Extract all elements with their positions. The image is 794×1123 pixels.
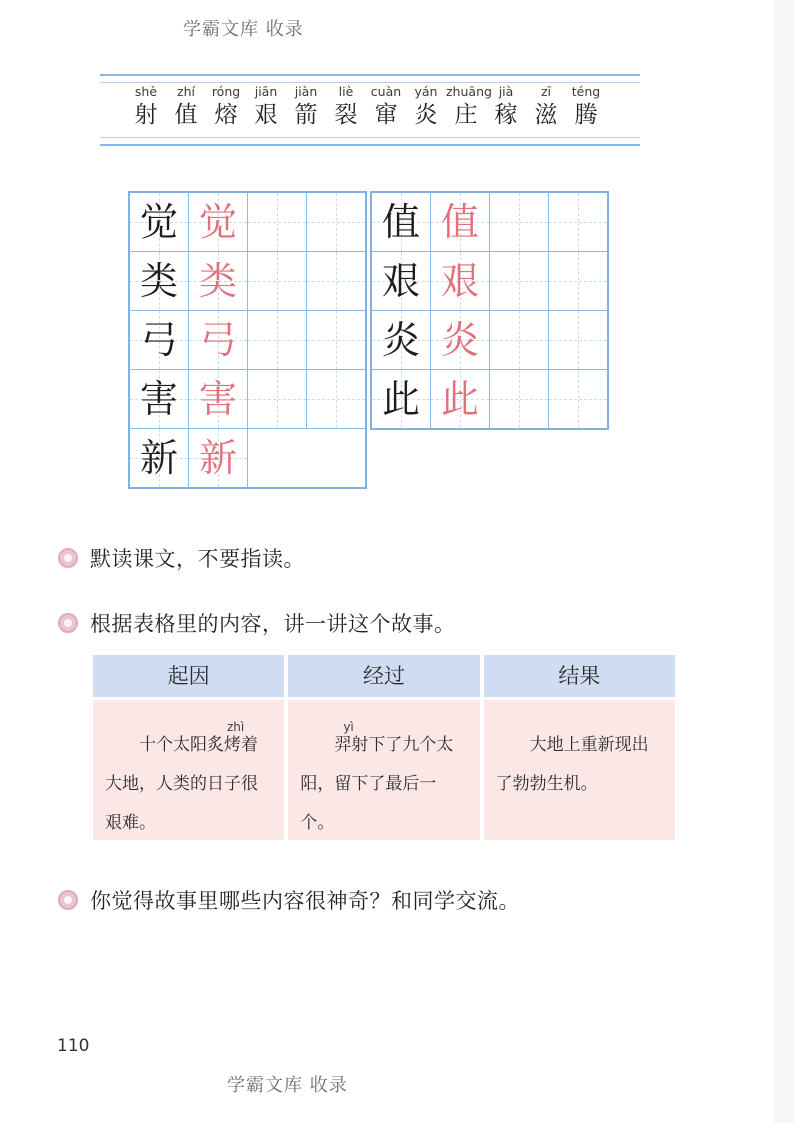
vocab-pinyin: zhuāng (446, 84, 492, 99)
vocab-word (566, 84, 606, 130)
trace-character: 炎 (440, 318, 479, 362)
activity-bullet-icon (58, 890, 78, 910)
grid-cell (307, 370, 367, 429)
vocab-pinyin: liè (338, 84, 354, 99)
grid-row (129, 311, 366, 370)
story-table (93, 655, 675, 840)
grid-cell (431, 370, 490, 430)
activity-text: 根据表格里的内容，讲一讲这个故事。 (90, 612, 456, 636)
story-column-result (484, 655, 675, 840)
grid-guide-line (490, 281, 548, 282)
vocab-word (286, 84, 326, 130)
grid-cell (129, 429, 189, 489)
vocab-hanzi: 稼 (494, 102, 518, 128)
vocab-hanzi: 值 (174, 102, 198, 128)
grid-cell (248, 311, 307, 370)
story-column-cause (93, 655, 284, 840)
story-column-process (288, 655, 479, 840)
grid-guide-line (490, 399, 548, 400)
trace-character: 值 (440, 200, 479, 244)
model-character: 类 (139, 259, 178, 303)
story-header: 起因 (93, 655, 284, 697)
vocab-pinyin: yán (414, 84, 438, 99)
grid-cell (490, 192, 549, 252)
trace-character: 此 (440, 377, 479, 421)
story-cell-text: 羿射下了九个太阳，留下了最后一个。 (300, 735, 454, 833)
grid-guide-line (248, 281, 306, 282)
vocab-pinyin: jiān (254, 84, 278, 99)
grid-cell (129, 192, 189, 252)
grid-cell (490, 370, 549, 430)
model-character: 值 (381, 200, 420, 244)
trace-character: 新 (198, 436, 237, 480)
grid-row (129, 370, 366, 429)
vocab-word (246, 84, 286, 130)
grid-row (371, 192, 608, 252)
trace-character: 害 (198, 377, 237, 421)
watermark-top: 学霸文库 收录 (183, 19, 304, 40)
story-header: 经过 (288, 655, 479, 697)
grid-row (371, 252, 608, 311)
vocab-guide-line (100, 82, 640, 83)
grid-cell (307, 252, 367, 311)
grid-row (129, 429, 366, 489)
pinyin-annotation: zhì (227, 720, 245, 734)
vocab-pinyin: zī (540, 84, 552, 99)
story-cell (484, 700, 675, 840)
grid-cell (248, 252, 307, 311)
vocab-hanzi: 滋 (534, 102, 558, 128)
grid-guide-line (307, 340, 365, 341)
model-character: 觉 (139, 200, 178, 244)
grid-cell (248, 192, 307, 252)
grid-cell (129, 370, 189, 429)
vocab-hanzi: 窜 (374, 102, 398, 128)
activity-text: 你觉得故事里哪些内容很神奇？和同学交流。 (90, 889, 520, 913)
vocab-pinyin: zhí (177, 84, 195, 99)
grid-cell (129, 252, 189, 311)
activity-bullet-icon (58, 548, 78, 568)
grid-cell (307, 311, 367, 370)
grid-cell (307, 192, 367, 252)
grid-cell (371, 311, 431, 370)
trace-character: 艰 (440, 259, 479, 303)
grid-guide-line (248, 399, 306, 400)
vocab-word (366, 84, 406, 130)
grid-row (129, 192, 366, 252)
grid-guide-line (490, 222, 548, 223)
vocab-word (446, 84, 492, 130)
story-cell-text: 十个太阳炙烤着大地，人类的日子很艰难。 (105, 735, 258, 833)
model-character: 新 (139, 436, 178, 480)
activity-1 (58, 543, 305, 573)
trace-character: 类 (198, 259, 237, 303)
trace-character: 觉 (198, 200, 237, 244)
vocab-pinyin: jià (498, 84, 514, 99)
grid-cell (189, 192, 248, 252)
vocab-word (326, 84, 366, 130)
vocab-word (526, 84, 566, 130)
grid-cell (189, 429, 248, 489)
vocab-pinyin: téng (571, 84, 601, 99)
grid-guide-line (490, 340, 548, 341)
vocab-hanzi: 庄 (454, 102, 478, 128)
writing-grid-right (370, 191, 609, 430)
grid-guide-line (549, 281, 607, 282)
grid-cell (549, 311, 609, 370)
vocab-pinyin: jiàn (294, 84, 318, 99)
activity-2 (58, 608, 456, 638)
vocab-word (406, 84, 446, 130)
story-cell (288, 700, 479, 840)
trace-character: 弓 (198, 318, 237, 362)
vocab-pinyin: shè (134, 84, 158, 99)
vocab-hanzi: 艰 (254, 102, 278, 128)
grid-cell (189, 252, 248, 311)
vocab-hanzi: 熔 (214, 102, 238, 128)
story-header: 结果 (484, 655, 675, 697)
story-cell-text: 大地上重新现出了勃勃生机。 (495, 735, 649, 794)
vocab-guide-line (100, 137, 640, 138)
grid-guide-line (307, 222, 365, 223)
grid-cell (189, 311, 248, 370)
grid-cell (371, 370, 431, 430)
grid-cell (129, 311, 189, 370)
vocab-hanzi: 箭 (294, 102, 318, 128)
grid-cell (549, 252, 609, 311)
vocab-hanzi: 射 (134, 102, 158, 128)
grid-cell (549, 192, 609, 252)
pinyin-annotation: yì (343, 720, 354, 734)
grid-guide-line (248, 340, 306, 341)
grid-cell (248, 370, 307, 429)
vocab-pinyin: róng (211, 84, 241, 99)
model-character: 害 (139, 377, 178, 421)
vocabulary-strip (100, 74, 640, 146)
grid-guide-line (307, 281, 365, 282)
model-character: 炎 (381, 318, 420, 362)
grid-cell (431, 192, 490, 252)
vocab-word (166, 84, 206, 130)
model-character: 艰 (381, 259, 420, 303)
vocab-word (126, 84, 166, 130)
story-cell (93, 700, 284, 840)
grid-cell (490, 252, 549, 311)
activity-text: 默读课文，不要指读。 (90, 547, 305, 571)
grid-cell (490, 311, 549, 370)
grid-guide-line (549, 399, 607, 400)
grid-row (129, 252, 366, 311)
vocab-word (206, 84, 246, 130)
grid-guide-line (248, 222, 306, 223)
grid-cell (431, 311, 490, 370)
grid-guide-line (549, 222, 607, 223)
grid-cell (431, 252, 490, 311)
page-number: 110 (57, 1036, 90, 1056)
writing-grid-left (128, 191, 367, 489)
vocab-pinyin: cuàn (370, 84, 402, 99)
model-character: 此 (381, 377, 420, 421)
vocab-hanzi: 裂 (334, 102, 358, 128)
vocab-word-list (126, 84, 606, 130)
vocab-word (486, 84, 526, 130)
grid-cell (549, 370, 609, 430)
vocab-hanzi: 腾 (574, 102, 598, 128)
model-character: 弓 (139, 318, 178, 362)
grid-cell (189, 370, 248, 429)
grid-guide-line (307, 399, 365, 400)
grid-guide-line (549, 340, 607, 341)
activity-bullet-icon (58, 613, 78, 633)
grid-cell (371, 192, 431, 252)
grid-row (371, 370, 608, 430)
activity-3 (58, 885, 520, 915)
watermark-bottom: 学霸文库 收录 (227, 1075, 348, 1096)
grid-row (371, 311, 608, 370)
grid-cell (371, 252, 431, 311)
vocab-hanzi: 炎 (414, 102, 438, 128)
